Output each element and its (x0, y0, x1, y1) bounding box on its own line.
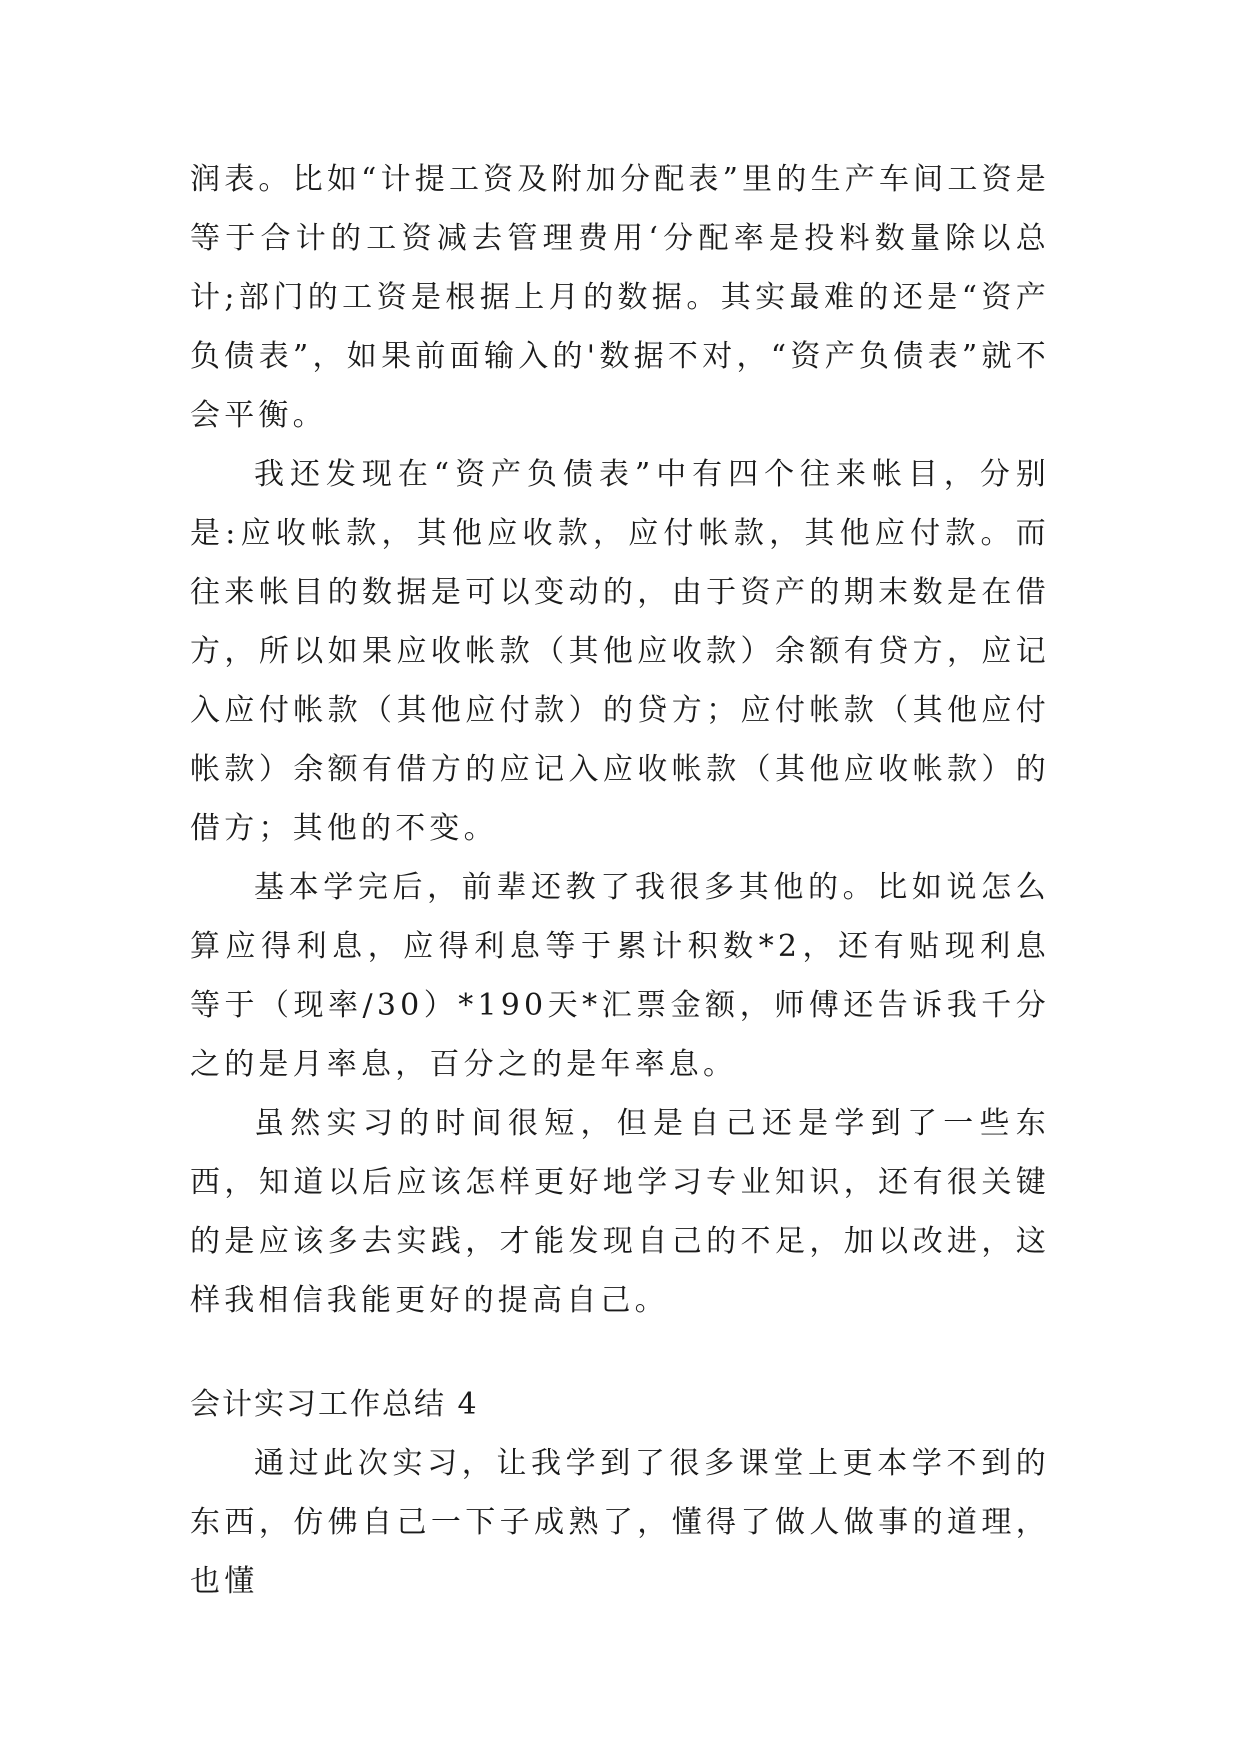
paragraph-accounts: 我还发现在“资产负债表”中有四个往来帐目，分别是:应收帐款，其他应收款，应付帐款，其他应付款。而往来帐目的数据是可以变动的，由于资产的期末数是在借方，所以如果应收帐款（其他应收款）余额有贷方，应记入应付帐款（其他应付款）的贷方；应付帐款（其他应付帐款）余额有借方的应记入应收帐款（其他应收帐款）的借方；其他的不变。 (190, 457, 1050, 846)
paragraph-conclusion: 虽然实习的时间很短，但是自己还是学到了一些东西，知道以后应该怎样更好地学习专业知识，还有很关键的是应该多去实践，才能发现自己的不足，加以改进，这样我相信我能更好的提高自己。 (190, 1106, 1050, 1318)
document-body (190, 150, 1050, 1611)
section-heading: 会计实习工作总结 4 (190, 1387, 479, 1422)
paragraph-continuation: 润表。比如“计提工资及附加分配表”里的生产车间工资是等于合计的工资减去管理费用‘分配率是投料数量除以总计;部门的工资是根据上月的数据。其实最难的还是“资产负债表”，如果前面输入的'数据不对，“资产负债表”就不会平衡。 (190, 162, 1050, 433)
paragraph-section-intro: 通过此次实习，让我学到了很多课堂上更本学不到的东西，仿佛自己一下子成熟了，懂得了做人做事的道理，也懂 (190, 1446, 1050, 1599)
paragraph-interest: 基本学完后，前辈还教了我很多其他的。比如说怎么算应得利息，应得利息等于累计积数*2，还有贴现利息等于（现率/30）*190天*汇票金额，师傅还告诉我千分之的是月率息，百分之的是年率息。 (190, 870, 1050, 1082)
